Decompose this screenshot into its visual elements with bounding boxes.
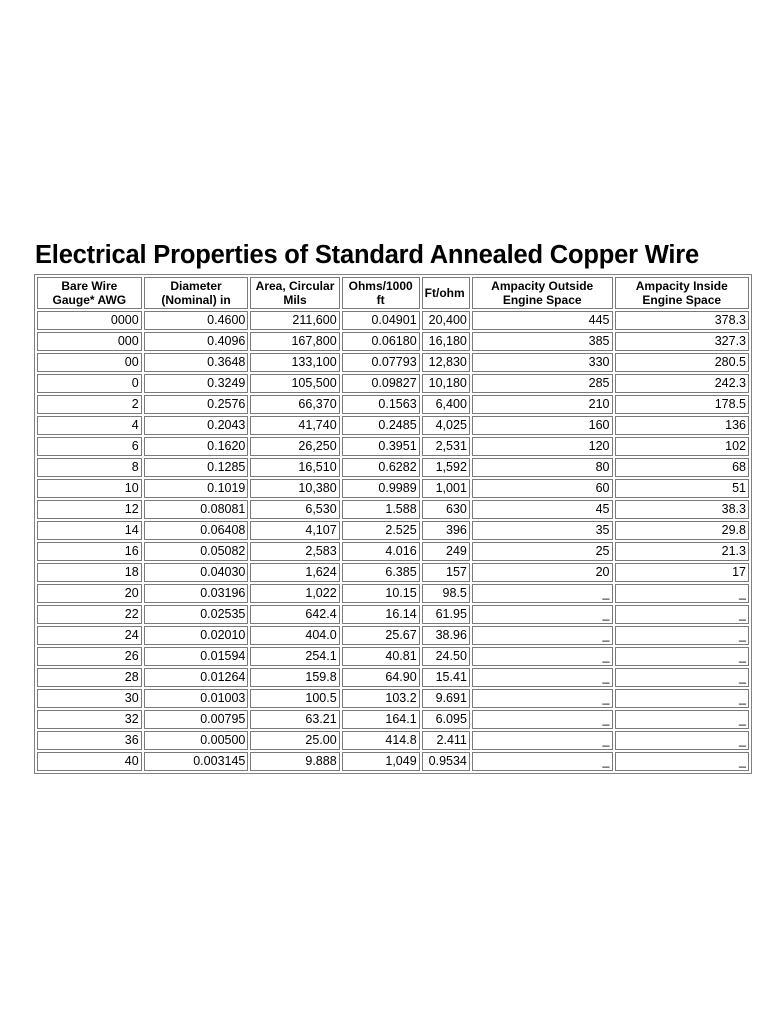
- cell-diameter: 0.1620: [144, 437, 249, 456]
- cell-area: 167,800: [250, 332, 339, 351]
- cell-ohms: 64.90: [342, 668, 420, 687]
- cell-diameter: 0.01594: [144, 647, 249, 666]
- cell-gauge: 28: [37, 668, 142, 687]
- table-row: [37, 416, 749, 435]
- table-row: [37, 668, 749, 687]
- table-row: [37, 353, 749, 372]
- cell-ampacity-outside: 20: [472, 563, 613, 582]
- cell-gauge: 24: [37, 626, 142, 645]
- cell-ft-per-ohm: 10,180: [422, 374, 470, 393]
- table-row: [37, 374, 749, 393]
- cell-ft-per-ohm: 20,400: [422, 311, 470, 330]
- cell-ft-per-ohm: 1,001: [422, 479, 470, 498]
- cell-ft-per-ohm: 12,830: [422, 353, 470, 372]
- cell-diameter: 0.00500: [144, 731, 249, 750]
- cell-diameter: 0.2043: [144, 416, 249, 435]
- cell-diameter: 0.02010: [144, 626, 249, 645]
- cell-ampacity-outside: _: [472, 584, 613, 603]
- header-gauge: Bare Wire Gauge* AWG: [37, 277, 142, 309]
- cell-ampacity-inside: 102: [615, 437, 750, 456]
- cell-ft-per-ohm: 38.96: [422, 626, 470, 645]
- cell-ohms: 164.1: [342, 710, 420, 729]
- cell-area: 2,583: [250, 542, 339, 561]
- cell-area: 10,380: [250, 479, 339, 498]
- header-ampacity-inside: Ampacity Inside Engine Space: [615, 277, 750, 309]
- copper-wire-table: [34, 274, 752, 774]
- cell-ft-per-ohm: 4,025: [422, 416, 470, 435]
- cell-ampacity-outside: 60: [472, 479, 613, 498]
- cell-ampacity-outside: _: [472, 626, 613, 645]
- cell-ampacity-inside: 242.3: [615, 374, 750, 393]
- cell-area: 66,370: [250, 395, 339, 414]
- cell-diameter: 0.3249: [144, 374, 249, 393]
- cell-diameter: 0.00795: [144, 710, 249, 729]
- cell-gauge: 16: [37, 542, 142, 561]
- cell-area: 254.1: [250, 647, 339, 666]
- cell-ampacity-inside: 21.3: [615, 542, 750, 561]
- cell-diameter: 0.2576: [144, 395, 249, 414]
- cell-gauge: 4: [37, 416, 142, 435]
- cell-ft-per-ohm: 2,531: [422, 437, 470, 456]
- cell-ampacity-outside: 210: [472, 395, 613, 414]
- cell-ampacity-inside: 68: [615, 458, 750, 477]
- cell-area: 1,624: [250, 563, 339, 582]
- cell-ohms: 103.2: [342, 689, 420, 708]
- cell-ampacity-inside: 136: [615, 416, 750, 435]
- cell-ampacity-outside: 120: [472, 437, 613, 456]
- cell-ampacity-inside: _: [615, 626, 750, 645]
- cell-diameter: 0.4600: [144, 311, 249, 330]
- cell-ft-per-ohm: 1,592: [422, 458, 470, 477]
- cell-area: 6,530: [250, 500, 339, 519]
- cell-area: 211,600: [250, 311, 339, 330]
- cell-area: 26,250: [250, 437, 339, 456]
- cell-diameter: 0.1285: [144, 458, 249, 477]
- table-row: [37, 647, 749, 666]
- cell-ampacity-outside: _: [472, 752, 613, 771]
- cell-ampacity-inside: 17: [615, 563, 750, 582]
- cell-gauge: 000: [37, 332, 142, 351]
- cell-diameter: 0.04030: [144, 563, 249, 582]
- cell-gauge: 0: [37, 374, 142, 393]
- cell-ampacity-inside: 38.3: [615, 500, 750, 519]
- cell-ohms: 6.385: [342, 563, 420, 582]
- cell-ampacity-outside: _: [472, 668, 613, 687]
- cell-ft-per-ohm: 6.095: [422, 710, 470, 729]
- cell-ampacity-inside: _: [615, 605, 750, 624]
- cell-diameter: 0.1019: [144, 479, 249, 498]
- cell-ohms: 40.81: [342, 647, 420, 666]
- cell-ampacity-inside: _: [615, 689, 750, 708]
- cell-gauge: 32: [37, 710, 142, 729]
- table-row: [37, 626, 749, 645]
- table-row: [37, 458, 749, 477]
- cell-ampacity-outside: 25: [472, 542, 613, 561]
- header-area: Area, Circular Mils: [250, 277, 339, 309]
- cell-gauge: 18: [37, 563, 142, 582]
- cell-ohms: 2.525: [342, 521, 420, 540]
- cell-gauge: 2: [37, 395, 142, 414]
- table-row: [37, 521, 749, 540]
- cell-diameter: 0.01264: [144, 668, 249, 687]
- cell-ampacity-inside: 327.3: [615, 332, 750, 351]
- cell-diameter: 0.06408: [144, 521, 249, 540]
- cell-ohms: 0.1563: [342, 395, 420, 414]
- cell-area: 63.21: [250, 710, 339, 729]
- cell-ft-per-ohm: 16,180: [422, 332, 470, 351]
- cell-ampacity-outside: 445: [472, 311, 613, 330]
- cell-gauge: 26: [37, 647, 142, 666]
- table-row: [37, 689, 749, 708]
- cell-ohms: 0.2485: [342, 416, 420, 435]
- cell-ohms: 1.588: [342, 500, 420, 519]
- cell-ohms: 0.06180: [342, 332, 420, 351]
- cell-area: 4,107: [250, 521, 339, 540]
- table-row: [37, 731, 749, 750]
- table-row: [37, 437, 749, 456]
- cell-ampacity-outside: 160: [472, 416, 613, 435]
- cell-area: 25.00: [250, 731, 339, 750]
- cell-diameter: 0.02535: [144, 605, 249, 624]
- cell-ft-per-ohm: 9.691: [422, 689, 470, 708]
- cell-diameter: 0.01003: [144, 689, 249, 708]
- cell-ampacity-inside: _: [615, 584, 750, 603]
- document-title: Electrical Properties of Standard Annealed Copper Wire: [35, 241, 699, 269]
- cell-ampacity-inside: 29.8: [615, 521, 750, 540]
- cell-ampacity-outside: 330: [472, 353, 613, 372]
- cell-ampacity-inside: _: [615, 668, 750, 687]
- cell-gauge: 40: [37, 752, 142, 771]
- cell-ampacity-outside: 35: [472, 521, 613, 540]
- cell-area: 9.888: [250, 752, 339, 771]
- table-row: [37, 479, 749, 498]
- cell-diameter: 0.4096: [144, 332, 249, 351]
- cell-ft-per-ohm: 15.41: [422, 668, 470, 687]
- cell-area: 16,510: [250, 458, 339, 477]
- header-diameter: Diameter (Nominal) in: [144, 277, 249, 309]
- cell-ft-per-ohm: 6,400: [422, 395, 470, 414]
- header-ohms-per-1000ft: Ohms/1000 ft: [342, 277, 420, 309]
- cell-ft-per-ohm: 2.411: [422, 731, 470, 750]
- cell-ampacity-outside: _: [472, 710, 613, 729]
- cell-area: 159.8: [250, 668, 339, 687]
- document-page: [34, 240, 752, 774]
- cell-area: 404.0: [250, 626, 339, 645]
- cell-gauge: 22: [37, 605, 142, 624]
- cell-gauge: 6: [37, 437, 142, 456]
- table-row: [37, 563, 749, 582]
- cell-ampacity-inside: _: [615, 647, 750, 666]
- cell-ft-per-ohm: 0.9534: [422, 752, 470, 771]
- cell-gauge: 12: [37, 500, 142, 519]
- cell-ampacity-outside: 285: [472, 374, 613, 393]
- cell-ft-per-ohm: 61.95: [422, 605, 470, 624]
- cell-ft-per-ohm: 396: [422, 521, 470, 540]
- cell-ampacity-outside: _: [472, 605, 613, 624]
- cell-ohms: 1,049: [342, 752, 420, 771]
- table-row: [37, 605, 749, 624]
- cell-ft-per-ohm: 249: [422, 542, 470, 561]
- cell-diameter: 0.3648: [144, 353, 249, 372]
- cell-area: 100.5: [250, 689, 339, 708]
- cell-ampacity-outside: _: [472, 647, 613, 666]
- table-row: [37, 542, 749, 561]
- cell-gauge: 36: [37, 731, 142, 750]
- table-row: [37, 752, 749, 771]
- cell-ohms: 0.6282: [342, 458, 420, 477]
- cell-diameter: 0.08081: [144, 500, 249, 519]
- cell-area: 1,022: [250, 584, 339, 603]
- cell-diameter: 0.03196: [144, 584, 249, 603]
- cell-ft-per-ohm: 98.5: [422, 584, 470, 603]
- cell-ohms: 0.9989: [342, 479, 420, 498]
- cell-ampacity-outside: 385: [472, 332, 613, 351]
- cell-ampacity-inside: 280.5: [615, 353, 750, 372]
- cell-ampacity-inside: 378.3: [615, 311, 750, 330]
- cell-area: 105,500: [250, 374, 339, 393]
- cell-ampacity-outside: 80: [472, 458, 613, 477]
- cell-ft-per-ohm: 157: [422, 563, 470, 582]
- cell-ohms: 0.04901: [342, 311, 420, 330]
- cell-diameter: 0.05082: [144, 542, 249, 561]
- cell-area: 133,100: [250, 353, 339, 372]
- cell-ohms: 25.67: [342, 626, 420, 645]
- cell-gauge: 00: [37, 353, 142, 372]
- table-row: [37, 710, 749, 729]
- cell-area: 642.4: [250, 605, 339, 624]
- cell-gauge: 8: [37, 458, 142, 477]
- cell-ampacity-inside: _: [615, 731, 750, 750]
- cell-ft-per-ohm: 630: [422, 500, 470, 519]
- table-row: [37, 311, 749, 330]
- cell-gauge: 20: [37, 584, 142, 603]
- cell-ohms: 414.8: [342, 731, 420, 750]
- table-body: [37, 311, 749, 771]
- cell-gauge: 10: [37, 479, 142, 498]
- cell-ohms: 10.15: [342, 584, 420, 603]
- table-row: [37, 584, 749, 603]
- header-ampacity-outside: Ampacity Outside Engine Space: [472, 277, 613, 309]
- cell-ampacity-outside: _: [472, 731, 613, 750]
- cell-gauge: 14: [37, 521, 142, 540]
- cell-ohms: 0.09827: [342, 374, 420, 393]
- cell-ampacity-inside: 51: [615, 479, 750, 498]
- cell-area: 41,740: [250, 416, 339, 435]
- table-header-row: [37, 277, 749, 309]
- cell-ohms: 4.016: [342, 542, 420, 561]
- cell-ampacity-inside: _: [615, 710, 750, 729]
- cell-ohms: 0.3951: [342, 437, 420, 456]
- cell-ft-per-ohm: 24.50: [422, 647, 470, 666]
- cell-ampacity-inside: 178.5: [615, 395, 750, 414]
- header-ft-per-ohm: Ft/ohm: [422, 277, 470, 309]
- cell-gauge: 0000: [37, 311, 142, 330]
- table-row: [37, 332, 749, 351]
- cell-ampacity-outside: _: [472, 689, 613, 708]
- table-row: [37, 395, 749, 414]
- cell-gauge: 30: [37, 689, 142, 708]
- cell-ampacity-outside: 45: [472, 500, 613, 519]
- cell-ohms: 0.07793: [342, 353, 420, 372]
- cell-ohms: 16.14: [342, 605, 420, 624]
- cell-diameter: 0.003145: [144, 752, 249, 771]
- table-row: [37, 500, 749, 519]
- cell-ampacity-inside: _: [615, 752, 750, 771]
